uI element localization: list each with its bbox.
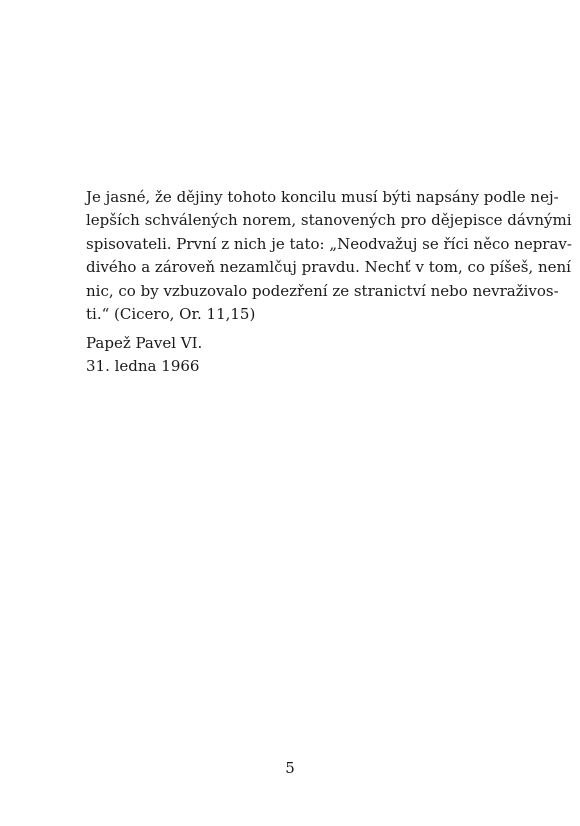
signature-author: Papež Pavel VI.: [86, 334, 203, 352]
signature-date: 31. ledna 1966: [86, 357, 200, 376]
quote-paragraph: [86, 186, 572, 326]
signature-block: [86, 332, 506, 379]
paragraph-line: divého a zároveň nezamlčuj pravdu. Nechť v tom, co píšeš, není: [86, 258, 571, 277]
page-number: 5: [285, 759, 295, 777]
paragraph-line: spisovateli. První z nich je tato: „Neodvažuj se říci něco neprav-: [86, 234, 572, 253]
paragraph-line: ti.“ (Cicero, Or. 11,15): [86, 305, 256, 324]
paragraph-line: nic, co by vzbuzovalo podezření ze stranictví nebo nevraživos-: [86, 281, 559, 300]
paragraph-line: Je jasné, že dějiny tohoto koncilu musí býti napsány podle nej-: [86, 188, 559, 206]
paragraph-line: lepších schválených norem, stanovených pro dějepisce dávnými: [86, 211, 572, 230]
